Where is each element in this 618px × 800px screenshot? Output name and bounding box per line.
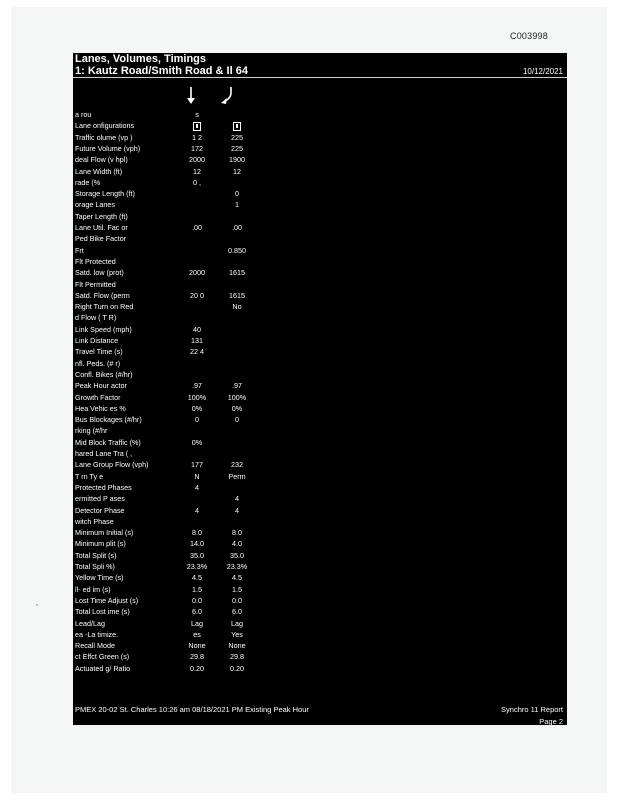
left-turn-value: 225 xyxy=(231,143,243,153)
through-value: 1 2 xyxy=(192,132,202,142)
table-row xyxy=(73,505,333,516)
row-label: Satd. low (prot) xyxy=(75,268,124,278)
through-value: 2000 xyxy=(189,155,205,165)
row-label: Mid Block Traffic (%) xyxy=(75,437,141,447)
through-value: 1.5 xyxy=(192,584,202,594)
through-value: 29.8 xyxy=(190,652,204,662)
left-turn-value: 0 xyxy=(235,189,239,199)
table-row xyxy=(73,256,333,267)
row-label: T rn Ty e xyxy=(75,471,104,481)
left-turn-value: 1 xyxy=(235,200,239,210)
table-row xyxy=(73,595,333,606)
row-label: Taper Length (ft) xyxy=(75,211,128,221)
row-label: Future Volume (vph) xyxy=(75,143,141,153)
left-turn-value: 8.0 xyxy=(232,528,242,538)
left-turn-value: .00 xyxy=(232,223,242,232)
intersection-name: 1: Kautz Road/Smith Road & Il 64 xyxy=(75,65,248,77)
row-label: ermitted P ases xyxy=(75,494,125,504)
row-label: Total Spli %) xyxy=(75,562,115,571)
left-turn-value: 1.5 xyxy=(232,584,242,594)
left-turn-value: .97 xyxy=(232,381,242,391)
table-row xyxy=(73,154,333,165)
scanned-page xyxy=(12,8,606,792)
left-turn-value: 29.8 xyxy=(230,652,244,662)
row-label: Right Turn on Red xyxy=(75,302,134,312)
lane-turn-icon xyxy=(233,122,241,131)
row-label: Minimum Initial (s) xyxy=(75,528,134,538)
table-row xyxy=(73,188,333,199)
document-id: C003998 xyxy=(510,31,548,41)
footer-software: Synchro 11 Report xyxy=(501,705,563,714)
through-value: 4 xyxy=(195,482,199,492)
through-value: 0% xyxy=(191,403,203,413)
left-turn-value: No xyxy=(232,302,242,312)
left-turn-value: 0.20 xyxy=(230,663,244,673)
row-label: Lane Width (ft) xyxy=(75,166,123,176)
table-row xyxy=(73,663,333,674)
table-row xyxy=(73,267,333,278)
through-value: None xyxy=(188,641,206,651)
left-turn-arrow-icon xyxy=(217,85,235,105)
through-value: 0 xyxy=(195,415,199,425)
through-value: 40 xyxy=(193,324,201,334)
row-label: Satd. Flow (perm xyxy=(75,290,130,300)
row-label: Minimum plit (s) xyxy=(75,539,126,549)
left-turn-value: 23.3% xyxy=(226,562,248,571)
movement-header xyxy=(173,85,253,107)
table-row xyxy=(73,290,333,301)
left-turn-value: 225 xyxy=(231,132,243,142)
table-row xyxy=(73,312,333,323)
table-row xyxy=(73,392,333,403)
table-row xyxy=(73,346,333,357)
table-row xyxy=(73,437,333,448)
through-value: 177 xyxy=(191,460,203,470)
left-turn-value: 0% xyxy=(231,403,243,413)
row-label: Hea Vehic es % xyxy=(75,403,126,413)
left-turn-value: Perm xyxy=(228,471,246,481)
left-turn-value: 1615 xyxy=(229,268,245,278)
through-value: 131 xyxy=(191,336,203,345)
table-row xyxy=(73,640,333,651)
row-label: Flt Permitted xyxy=(75,279,116,289)
table-row xyxy=(73,199,333,210)
table-row xyxy=(73,177,333,188)
down-arrow-icon xyxy=(185,85,197,105)
left-turn-value: 6.0 xyxy=(232,607,242,617)
row-label: Peak Hour actor xyxy=(75,381,127,391)
header-divider xyxy=(73,77,567,78)
table-row xyxy=(73,482,333,493)
row-label: Travel Time (s) xyxy=(75,347,123,357)
through-value: 100% xyxy=(187,392,207,402)
through-value: 0% xyxy=(191,437,203,447)
table-row xyxy=(73,584,333,595)
table-row xyxy=(73,222,333,233)
table-row xyxy=(73,380,333,391)
table-row xyxy=(73,211,333,222)
table-row xyxy=(73,561,333,572)
row-label: Actuated g/ Ratio xyxy=(75,663,131,673)
through-value: 12 xyxy=(193,166,201,176)
through-value: 0.20 xyxy=(190,663,204,673)
row-label: ll- ed im (s) xyxy=(75,584,111,594)
row-label: Storage Length (ft) xyxy=(75,189,135,199)
table-row xyxy=(73,335,333,346)
table-row xyxy=(73,471,333,482)
table-row xyxy=(73,324,333,335)
table-row xyxy=(73,606,333,617)
left-turn-value: 4 xyxy=(235,505,239,515)
table-row xyxy=(73,245,333,256)
row-label: Lane Group Flow (vph) xyxy=(75,460,149,470)
left-turn-value: None xyxy=(228,641,246,651)
left-turn-value: 1615 xyxy=(229,290,245,300)
table-row xyxy=(73,572,333,583)
table-row xyxy=(73,369,333,380)
table-row xyxy=(73,538,333,549)
row-label: Recall Mode xyxy=(75,641,115,651)
footer-page: Page 2 xyxy=(539,717,563,726)
table-row xyxy=(73,493,333,504)
row-label: ea -La timize. xyxy=(75,629,119,639)
table-row xyxy=(73,233,333,244)
row-label: orage Lanes xyxy=(75,200,115,210)
left-turn-value: 100% xyxy=(227,392,247,402)
table-row xyxy=(73,459,333,470)
table-row xyxy=(73,166,333,177)
through-value: 6.0 xyxy=(192,607,202,617)
through-value: 22 4 xyxy=(190,347,204,357)
through-value: 4 xyxy=(195,505,199,515)
row-label: witch Phase xyxy=(75,516,114,526)
through-value: s xyxy=(195,110,199,119)
row-label: Ped Bike Factor xyxy=(75,234,127,244)
through-value: .97 xyxy=(192,381,202,391)
row-label: Traffic olume (vp ) xyxy=(75,132,133,142)
row-label: Lost Time Adjust (s) xyxy=(75,595,139,605)
row-label: Frt xyxy=(75,245,84,255)
row-label: rking (#/hr xyxy=(75,426,108,436)
table-row xyxy=(73,448,333,459)
scan-speck xyxy=(36,604,38,606)
row-label: Lead/Lag xyxy=(75,618,105,628)
left-turn-value: 232 xyxy=(231,460,243,470)
row-label: ct Effct Green (s) xyxy=(75,652,130,662)
through-value: N xyxy=(194,471,200,481)
through-value xyxy=(179,120,215,131)
row-label: Confl. Bikes (#/hr) xyxy=(75,369,133,379)
table-row xyxy=(73,279,333,290)
table-row xyxy=(73,414,333,425)
row-label: hared Lane Tra ( , xyxy=(75,449,133,458)
left-turn-value: 4.0 xyxy=(232,539,242,549)
through-value: 14.0 xyxy=(190,539,204,549)
row-label: Lane onfigurations xyxy=(75,121,135,131)
table-row xyxy=(73,109,333,120)
row-label: Yellow Time (s) xyxy=(75,573,124,583)
report-title: Lanes, Volumes, Timings xyxy=(75,53,207,65)
through-value: 172 xyxy=(191,143,203,153)
row-label: Lane Util. Fac or xyxy=(75,223,128,232)
row-label: Growth Factor xyxy=(75,392,121,402)
table-row xyxy=(73,651,333,662)
through-value: 20 0 xyxy=(190,290,204,300)
table-row xyxy=(73,132,333,143)
table-row xyxy=(73,516,333,527)
through-value: 0 , xyxy=(193,177,201,187)
table-row xyxy=(73,629,333,640)
through-value: es xyxy=(193,629,201,639)
row-label: Protected Phases xyxy=(75,482,132,492)
row-label: rade (% xyxy=(75,177,101,187)
row-label: Total Lost ime (s) xyxy=(75,607,130,617)
left-turn-value xyxy=(219,120,255,131)
table-row xyxy=(73,550,333,561)
row-label: Detector Phase xyxy=(75,505,125,515)
lane-through-icon xyxy=(193,122,201,131)
footer-left: PMEX 20-02 St. Charles 10:26 am 08/18/2021 PM Existing Peak Hour xyxy=(75,705,309,714)
left-turn-value: 0.850 xyxy=(228,245,246,255)
left-turn-value: Yes xyxy=(231,629,243,639)
left-turn-value: 0 xyxy=(235,415,239,425)
table-row xyxy=(73,403,333,414)
through-value: 35.0 xyxy=(190,550,204,560)
through-value: 0.0 xyxy=(192,595,202,605)
table-row xyxy=(73,120,333,131)
through-value: Lag xyxy=(191,618,203,628)
report-panel xyxy=(73,53,567,725)
row-label: deal Flow (v hpl) xyxy=(75,155,128,165)
table-row xyxy=(73,143,333,154)
row-label: d Flow ( T R) xyxy=(75,313,117,323)
left-turn-value: 4 xyxy=(235,494,239,504)
table-row xyxy=(73,527,333,538)
table-row xyxy=(73,425,333,436)
left-turn-value: 1900 xyxy=(229,155,245,165)
through-value: .00 xyxy=(192,223,202,232)
through-value: 2000 xyxy=(189,268,205,278)
table-row xyxy=(73,301,333,312)
through-value: 23.3% xyxy=(186,562,208,571)
row-label: nfl. Peds. (# r) xyxy=(75,358,121,368)
row-label: Link Distance xyxy=(75,336,119,345)
report-date: 10/12/2021 xyxy=(522,67,563,76)
row-label: Total Split (s) xyxy=(75,550,117,560)
row-label: a rou xyxy=(75,110,92,119)
table-row xyxy=(73,358,333,369)
left-turn-value: 35.0 xyxy=(230,550,244,560)
table-row xyxy=(73,618,333,629)
left-turn-value: 4.5 xyxy=(232,573,242,583)
row-label: Flt Protected xyxy=(75,256,116,266)
row-label: Link Speed (mph) xyxy=(75,324,132,334)
through-value: 8.0 xyxy=(192,528,202,538)
through-value: 4.5 xyxy=(192,573,202,583)
left-turn-value: 0.0 xyxy=(232,595,242,605)
left-turn-value: 12 xyxy=(233,166,241,176)
left-turn-value: Lag xyxy=(231,618,243,628)
row-label: Bus Blockages (#/hr) xyxy=(75,415,142,425)
